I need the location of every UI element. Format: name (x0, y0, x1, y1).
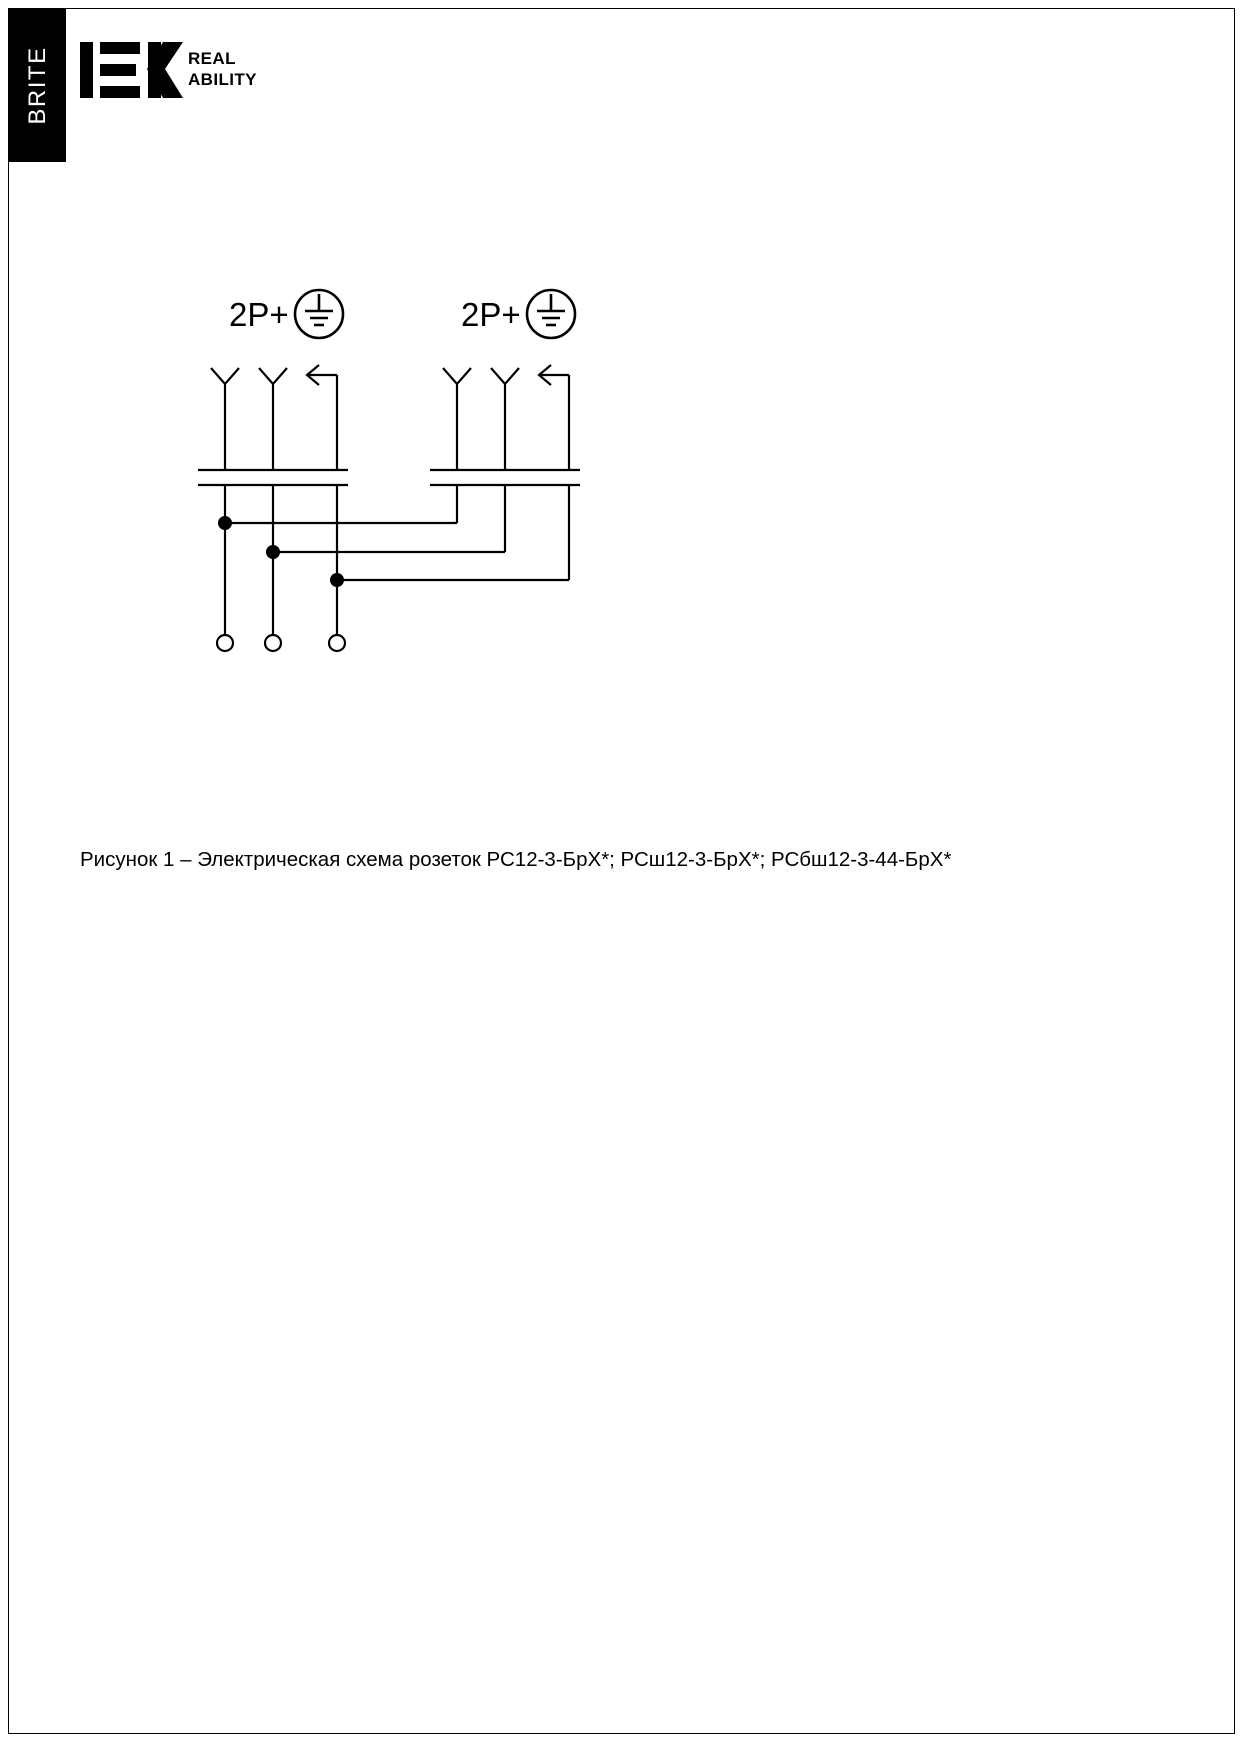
earth-symbol-2 (527, 290, 575, 338)
socket-2-contacts (443, 365, 569, 470)
socket-2-label: 2P+ (461, 296, 521, 333)
brand-tab-label: BRITE (24, 46, 51, 125)
iek-logo (80, 36, 300, 106)
earth-symbol-1 (295, 290, 343, 338)
socket-1-label: 2P+ (229, 296, 289, 333)
socket-2-body (430, 470, 580, 580)
iek-logo-tagline (188, 48, 257, 90)
logo-tagline-line2: ABILITY (188, 70, 257, 89)
figure-caption: Рисунок 1 – Электрическая схема розеток РС12-3-БрХ*; РСш12-3-БрХ*; РСбш12-3-44-БрХ* (80, 848, 952, 871)
wiring-diagram (180, 280, 620, 680)
output-terminals (217, 635, 345, 651)
output-leads (225, 523, 337, 635)
brand-tab (9, 9, 66, 162)
wiring-diagram-svg (180, 280, 620, 680)
logo-tagline-line1: REAL (188, 49, 236, 68)
iek-logo-mark (80, 36, 185, 104)
socket-1-contacts (211, 365, 337, 470)
